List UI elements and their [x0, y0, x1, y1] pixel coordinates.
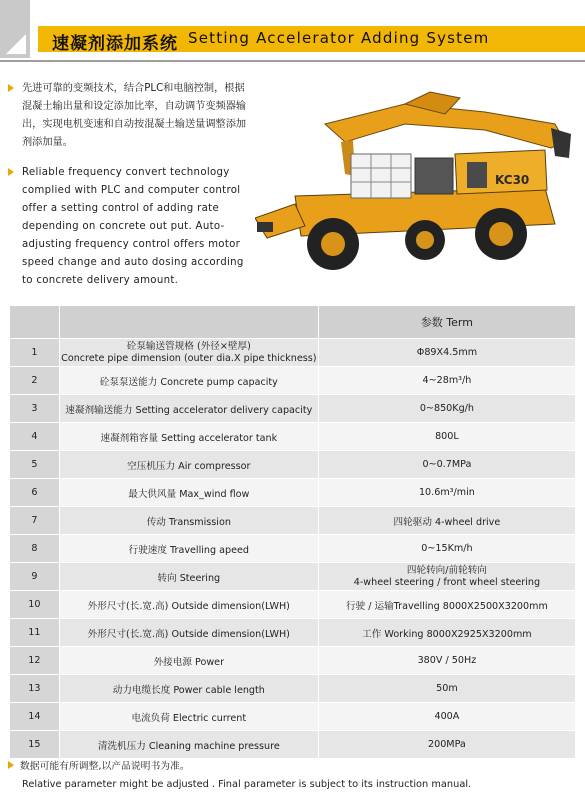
row-number: 9	[10, 563, 60, 591]
table-row	[10, 451, 575, 479]
row-number: 4	[10, 423, 60, 451]
footer-note	[8, 758, 578, 794]
row-number: 14	[10, 703, 60, 731]
row-number: 12	[10, 647, 60, 675]
bullet-arrow-icon	[8, 761, 14, 769]
row-value-cn: 四轮转向/前轮转向	[406, 564, 487, 576]
table-row	[10, 647, 575, 675]
footer-cn-line	[8, 758, 578, 776]
header-item-cell	[60, 306, 319, 339]
row-item: 外形尺寸(长.宽.高) Outside dimension(LWH)	[60, 619, 319, 647]
row-number: 13	[10, 675, 60, 703]
corner-decoration	[0, 0, 30, 58]
row-value: 4~28m³/h	[319, 367, 575, 395]
header	[0, 0, 585, 74]
row-item: 最大供风量 Max_wind flow	[60, 479, 319, 507]
row-value: 800L	[319, 423, 575, 451]
table-row	[10, 563, 575, 591]
footer-en-text: Relative parameter might be adjusted . Final parameter is subject to its instruction manual.	[22, 779, 472, 790]
row-value: 工作 Working 8000X2925X3200mm	[319, 619, 575, 647]
row-item: 外接电源 Power	[60, 647, 319, 675]
row-number: 8	[10, 535, 60, 563]
row-value-en: 4-wheel steering / front wheel steering	[353, 576, 541, 588]
table-row	[10, 591, 575, 619]
row-number: 2	[10, 367, 60, 395]
row-number: 6	[10, 479, 60, 507]
table-row	[10, 535, 575, 563]
row-number: 10	[10, 591, 60, 619]
row-value: 0~15Km/h	[319, 535, 575, 563]
header-no-cell	[10, 306, 60, 339]
footer-cn-text: 数据可能有所调整,以产品说明书为准。	[20, 761, 190, 772]
row-value: 0~0.7MPa	[319, 451, 575, 479]
table-row	[10, 731, 575, 759]
table-row	[10, 675, 575, 703]
row-value: 0~850Kg/h	[319, 395, 575, 423]
row-item: 砼泵泵送能力 Concrete pump capacity	[60, 367, 319, 395]
row-item	[60, 339, 319, 367]
row-item: 速凝剂箱容量 Setting accelerator tank	[60, 423, 319, 451]
row-value: Φ89X4.5mm	[319, 339, 575, 367]
row-number: 5	[10, 451, 60, 479]
table-header-row	[10, 306, 575, 339]
table-row	[10, 507, 575, 535]
row-item: 行驶速度 Travelling apeed	[60, 535, 319, 563]
machine-model-label: KC30	[495, 173, 530, 187]
row-item: 电流负荷 Electric current	[60, 703, 319, 731]
row-value: 400A	[319, 703, 575, 731]
row-number: 11	[10, 619, 60, 647]
row-value: 50m	[319, 675, 575, 703]
title-english: Setting Accelerator Adding System	[188, 29, 490, 47]
row-item: 速凝剂输送能力 Setting accelerator delivery capacity	[60, 395, 319, 423]
row-item: 传动 Transmission	[60, 507, 319, 535]
row-item: 转向 Steering	[60, 563, 319, 591]
shotcrete-machine-image	[255, 84, 575, 274]
row-value	[319, 563, 575, 591]
row-item: 空压机压力 Air compressor	[60, 451, 319, 479]
table-row	[10, 339, 575, 367]
intro-text	[8, 80, 250, 302]
row-value: 380V / 50Hz	[319, 647, 575, 675]
row-value: 200MPa	[319, 731, 575, 759]
row-number: 3	[10, 395, 60, 423]
table-row	[10, 703, 575, 731]
row-item-en: Concrete pipe dimension (outer dia.X pipe thickness)	[61, 352, 317, 364]
row-number: 7	[10, 507, 60, 535]
table-row	[10, 619, 575, 647]
intro-cn-text: 先进可靠的变频技术，结合PLC和电脑控制，根据混凝土输出量和设定添加比率，自动调节变频器输出，实现电机变速和自动按混凝土输送量调整添加剂添加量。	[22, 83, 247, 148]
intro-paragraph-cn	[8, 80, 250, 152]
intro-en-text: Reliable frequency convert technology complied with PLC and computer control offer a setting control of adding rate depending on concrete out put. Auto-adjusting frequency control offers motor speed change and auto dosing according to concrete delivery amount.	[22, 167, 244, 286]
header-value-cell: 参数 Term	[319, 306, 575, 339]
row-item: 动力电缆长度 Power cable length	[60, 675, 319, 703]
row-value: 行驶 / 运输Travelling 8000X2500X3200mm	[319, 591, 575, 619]
row-item: 清洗机压力 Cleaning machine pressure	[60, 731, 319, 759]
header-rule	[0, 60, 585, 62]
row-number: 1	[10, 339, 60, 367]
row-number: 15	[10, 731, 60, 759]
row-item-cn: 砼泵输送管规格 (外径×壁厚)	[126, 340, 251, 352]
row-value: 四轮驱动 4-wheel drive	[319, 507, 575, 535]
bullet-arrow-icon	[8, 168, 14, 176]
table-row	[10, 479, 575, 507]
bullet-arrow-icon	[8, 84, 14, 92]
table-row	[10, 423, 575, 451]
intro-paragraph-en	[8, 164, 250, 290]
table-row	[10, 367, 575, 395]
title-band	[38, 26, 585, 52]
row-value: 10.6m³/min	[319, 479, 575, 507]
title-chinese: 速凝剂添加系统	[52, 34, 178, 54]
row-item: 外形尺寸(长.宽.高) Outside dimension(LWH)	[60, 591, 319, 619]
table-row	[10, 395, 575, 423]
spec-table	[10, 306, 575, 759]
